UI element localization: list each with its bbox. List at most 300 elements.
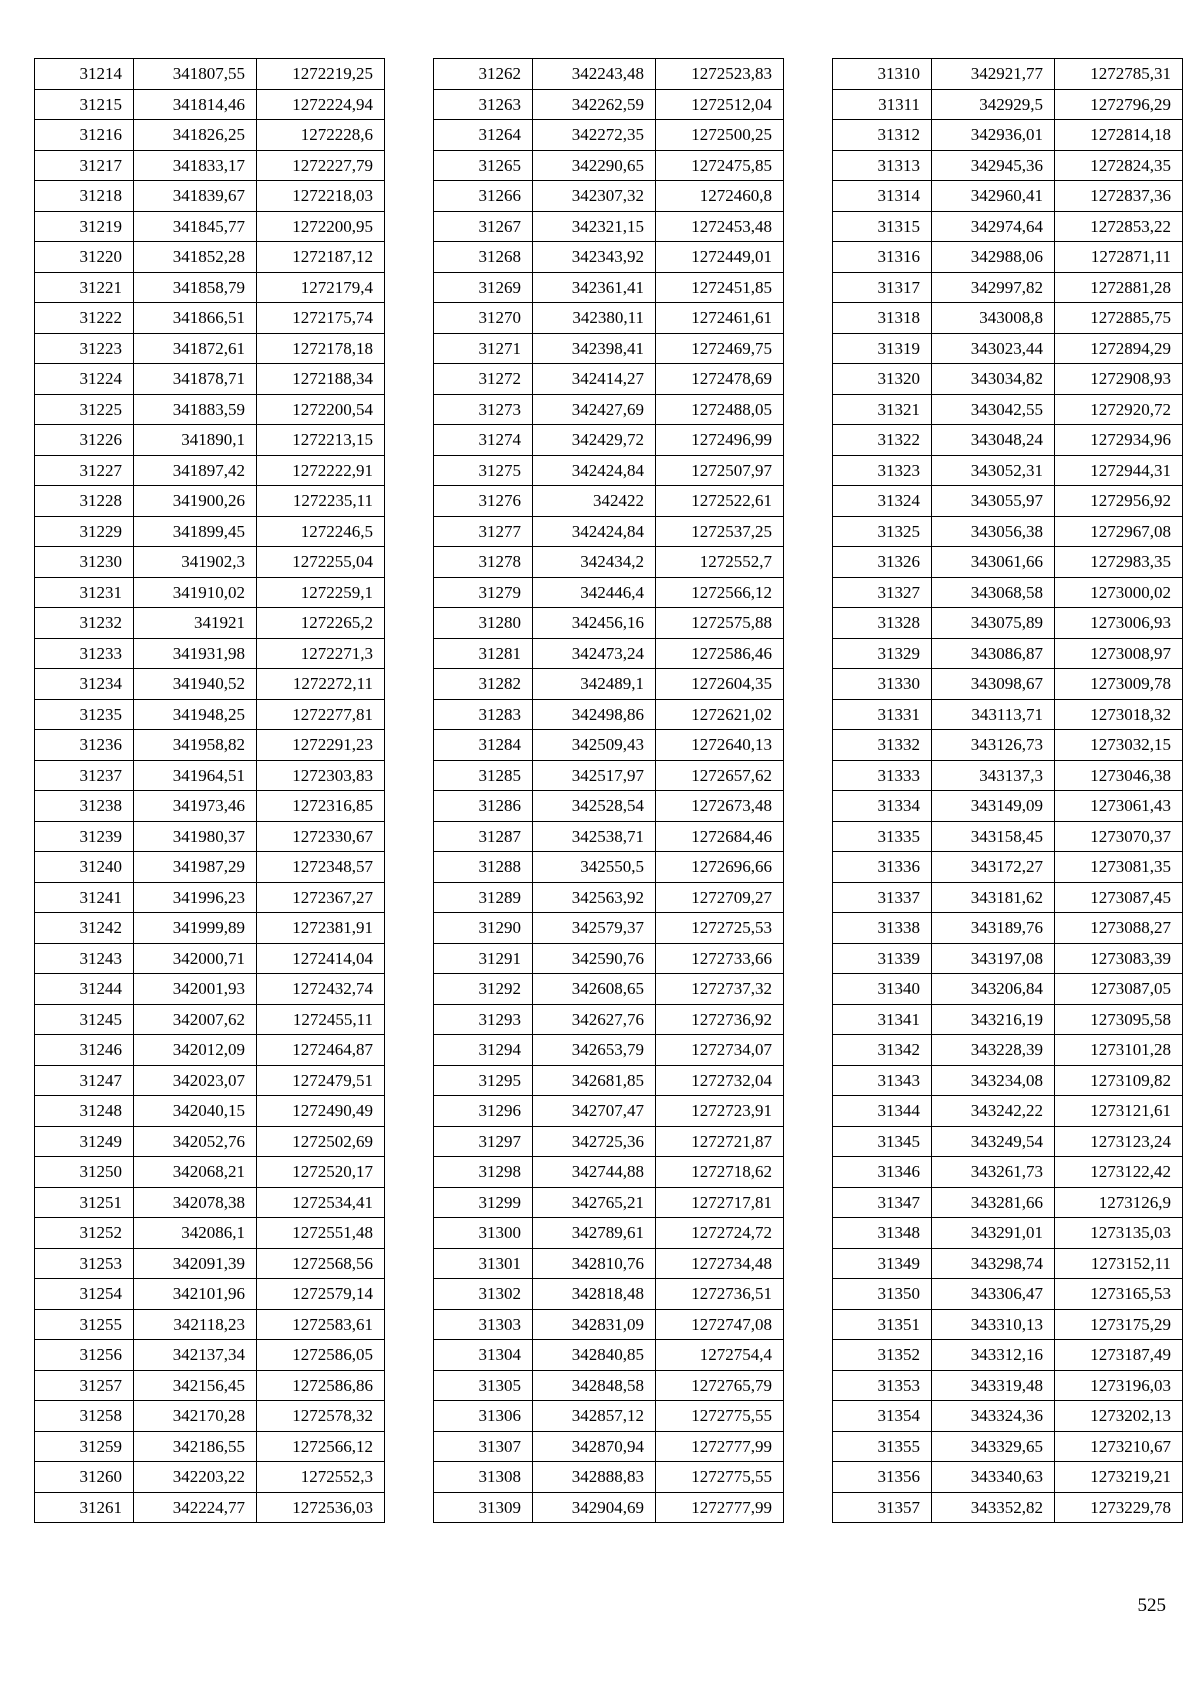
table-row (434, 333, 784, 364)
point-id-cell: 31354 (833, 1401, 932, 1432)
point-id-cell: 31229 (35, 516, 134, 547)
y-coordinate-cell: 1273018,32 (1055, 699, 1183, 730)
table-row (35, 882, 385, 913)
x-coordinate-cell: 342170,28 (134, 1401, 257, 1432)
table-row (35, 1279, 385, 1310)
table-row (434, 608, 784, 639)
x-coordinate-cell: 342945,36 (932, 150, 1055, 181)
point-id-cell: 31335 (833, 821, 932, 852)
table-row (35, 1157, 385, 1188)
x-coordinate-cell: 342870,94 (533, 1431, 656, 1462)
x-coordinate-cell: 343319,48 (932, 1370, 1055, 1401)
x-coordinate-cell: 342272,35 (533, 120, 656, 151)
table-row (35, 1126, 385, 1157)
y-coordinate-cell: 1272775,55 (656, 1462, 784, 1493)
y-coordinate-cell: 1272566,12 (656, 577, 784, 608)
y-coordinate-cell: 1272579,14 (257, 1279, 385, 1310)
point-id-cell: 31250 (35, 1157, 134, 1188)
y-coordinate-cell: 1272227,79 (257, 150, 385, 181)
x-coordinate-cell: 343189,76 (932, 913, 1055, 944)
y-coordinate-cell: 1272657,62 (656, 760, 784, 791)
point-id-cell: 31275 (434, 455, 533, 486)
table-row (833, 394, 1183, 425)
point-id-cell: 31246 (35, 1035, 134, 1066)
table-row (833, 242, 1183, 273)
table-row (35, 242, 385, 273)
y-coordinate-cell: 1273006,93 (1055, 608, 1183, 639)
table-row (434, 974, 784, 1005)
table-row (35, 669, 385, 700)
y-coordinate-cell: 1272502,69 (257, 1126, 385, 1157)
y-coordinate-cell: 1273175,29 (1055, 1309, 1183, 1340)
table-row (833, 1431, 1183, 1462)
x-coordinate-cell: 342427,69 (533, 394, 656, 425)
point-id-cell: 31249 (35, 1126, 134, 1157)
table-row (833, 1492, 1183, 1523)
point-id-cell: 31326 (833, 547, 932, 578)
table-row (434, 882, 784, 913)
table-row (833, 1035, 1183, 1066)
x-coordinate-cell: 342203,22 (134, 1462, 257, 1493)
x-coordinate-cell: 342960,41 (932, 181, 1055, 212)
point-id-cell: 31321 (833, 394, 932, 425)
y-coordinate-cell: 1272983,35 (1055, 547, 1183, 578)
y-coordinate-cell: 1272724,72 (656, 1218, 784, 1249)
point-id-cell: 31311 (833, 89, 932, 120)
y-coordinate-cell: 1272621,02 (656, 699, 784, 730)
point-id-cell: 31251 (35, 1187, 134, 1218)
y-coordinate-cell: 1273135,03 (1055, 1218, 1183, 1249)
x-coordinate-cell: 342921,77 (932, 59, 1055, 90)
x-coordinate-cell: 343261,73 (932, 1157, 1055, 1188)
table-row (434, 577, 784, 608)
point-id-cell: 31284 (434, 730, 533, 761)
table-row (833, 516, 1183, 547)
y-coordinate-cell: 1272754,4 (656, 1340, 784, 1371)
point-id-cell: 31232 (35, 608, 134, 639)
point-id-cell: 31221 (35, 272, 134, 303)
x-coordinate-cell: 341866,51 (134, 303, 257, 334)
table-row (35, 120, 385, 151)
point-id-cell: 31350 (833, 1279, 932, 1310)
table-row (35, 638, 385, 669)
point-id-cell: 31274 (434, 425, 533, 456)
x-coordinate-cell: 341931,98 (134, 638, 257, 669)
table-row (434, 1248, 784, 1279)
x-coordinate-cell: 343291,01 (932, 1218, 1055, 1249)
table-row (833, 791, 1183, 822)
x-coordinate-cell: 342321,15 (533, 211, 656, 242)
x-coordinate-cell: 342078,38 (134, 1187, 257, 1218)
point-id-cell: 31263 (434, 89, 533, 120)
x-coordinate-cell: 342997,82 (932, 272, 1055, 303)
table-row (35, 1492, 385, 1523)
y-coordinate-cell: 1272673,48 (656, 791, 784, 822)
y-coordinate-cell: 1272303,83 (257, 760, 385, 791)
x-coordinate-cell: 342343,92 (533, 242, 656, 273)
x-coordinate-cell: 341948,25 (134, 699, 257, 730)
y-coordinate-cell: 1272228,6 (257, 120, 385, 151)
x-coordinate-cell: 341839,67 (134, 181, 257, 212)
y-coordinate-cell: 1273032,15 (1055, 730, 1183, 761)
y-coordinate-cell: 1272479,51 (257, 1065, 385, 1096)
y-coordinate-cell: 1272259,1 (257, 577, 385, 608)
point-id-cell: 31244 (35, 974, 134, 1005)
point-id-cell: 31280 (434, 608, 533, 639)
y-coordinate-cell: 1272967,08 (1055, 516, 1183, 547)
point-id-cell: 31225 (35, 394, 134, 425)
point-id-cell: 31277 (434, 516, 533, 547)
table-row (434, 699, 784, 730)
table-row (434, 943, 784, 974)
table-row (833, 89, 1183, 120)
point-id-cell: 31255 (35, 1309, 134, 1340)
y-coordinate-cell: 1272490,49 (257, 1096, 385, 1127)
y-coordinate-cell: 1272265,2 (257, 608, 385, 639)
point-id-cell: 31233 (35, 638, 134, 669)
y-coordinate-cell: 1272255,04 (257, 547, 385, 578)
table-row (35, 974, 385, 1005)
x-coordinate-cell: 343216,19 (932, 1004, 1055, 1035)
point-id-cell: 31266 (434, 181, 533, 212)
y-coordinate-cell: 1272684,46 (656, 821, 784, 852)
x-coordinate-cell: 343352,82 (932, 1492, 1055, 1523)
point-id-cell: 31271 (434, 333, 533, 364)
y-coordinate-cell: 1272507,97 (656, 455, 784, 486)
x-coordinate-cell: 343228,39 (932, 1035, 1055, 1066)
y-coordinate-cell: 1273101,28 (1055, 1035, 1183, 1066)
x-coordinate-cell: 341872,61 (134, 333, 257, 364)
point-id-cell: 31352 (833, 1340, 932, 1371)
table-row (833, 211, 1183, 242)
point-id-cell: 31222 (35, 303, 134, 334)
x-coordinate-cell: 342681,85 (533, 1065, 656, 1096)
point-id-cell: 31292 (434, 974, 533, 1005)
x-coordinate-cell: 342538,71 (533, 821, 656, 852)
point-id-cell: 31226 (35, 425, 134, 456)
point-id-cell: 31294 (434, 1035, 533, 1066)
y-coordinate-cell: 1272578,32 (257, 1401, 385, 1432)
x-coordinate-cell: 341996,23 (134, 882, 257, 913)
table-row (35, 1309, 385, 1340)
y-coordinate-cell: 1272175,74 (257, 303, 385, 334)
x-coordinate-cell: 342831,09 (533, 1309, 656, 1340)
y-coordinate-cell: 1272271,3 (257, 638, 385, 669)
x-coordinate-cell: 342186,55 (134, 1431, 257, 1462)
y-coordinate-cell: 1272583,61 (257, 1309, 385, 1340)
table-row (35, 303, 385, 334)
y-coordinate-cell: 1272552,3 (257, 1462, 385, 1493)
y-coordinate-cell: 1272920,72 (1055, 394, 1183, 425)
y-coordinate-cell: 1273210,67 (1055, 1431, 1183, 1462)
y-coordinate-cell: 1272451,85 (656, 272, 784, 303)
x-coordinate-cell: 343324,36 (932, 1401, 1055, 1432)
point-id-cell: 31223 (35, 333, 134, 364)
table-row (35, 608, 385, 639)
y-coordinate-cell: 1272213,15 (257, 425, 385, 456)
point-id-cell: 31306 (434, 1401, 533, 1432)
x-coordinate-cell: 343298,74 (932, 1248, 1055, 1279)
y-coordinate-cell: 1272894,29 (1055, 333, 1183, 364)
y-coordinate-cell: 1272814,18 (1055, 120, 1183, 151)
y-coordinate-cell: 1272718,62 (656, 1157, 784, 1188)
y-coordinate-cell: 1273081,35 (1055, 852, 1183, 883)
table-row (434, 821, 784, 852)
y-coordinate-cell: 1273088,27 (1055, 913, 1183, 944)
x-coordinate-cell: 342052,76 (134, 1126, 257, 1157)
point-id-cell: 31357 (833, 1492, 932, 1523)
point-id-cell: 31273 (434, 394, 533, 425)
y-coordinate-cell: 1272449,01 (656, 242, 784, 273)
table-row (35, 364, 385, 395)
y-coordinate-cell: 1272522,61 (656, 486, 784, 517)
table-row (35, 425, 385, 456)
x-coordinate-cell: 341826,25 (134, 120, 257, 151)
x-coordinate-cell: 341940,52 (134, 669, 257, 700)
point-id-cell: 31215 (35, 89, 134, 120)
y-coordinate-cell: 1272837,36 (1055, 181, 1183, 212)
x-coordinate-cell: 343312,16 (932, 1340, 1055, 1371)
point-id-cell: 31300 (434, 1218, 533, 1249)
y-coordinate-cell: 1272725,53 (656, 913, 784, 944)
point-id-cell: 31268 (434, 242, 533, 273)
x-coordinate-cell: 341833,17 (134, 150, 257, 181)
point-id-cell: 31269 (434, 272, 533, 303)
x-coordinate-cell: 342446,4 (533, 577, 656, 608)
table-row (833, 1187, 1183, 1218)
x-coordinate-cell: 342653,79 (533, 1035, 656, 1066)
table-row (833, 1126, 1183, 1157)
table-row (35, 211, 385, 242)
table-row (833, 760, 1183, 791)
table-row (833, 181, 1183, 212)
x-coordinate-cell: 343306,47 (932, 1279, 1055, 1310)
point-id-cell: 31318 (833, 303, 932, 334)
table-row (434, 913, 784, 944)
x-coordinate-cell: 343158,45 (932, 821, 1055, 852)
table-row (434, 1492, 784, 1523)
x-coordinate-cell: 342243,48 (533, 59, 656, 90)
table-row (833, 333, 1183, 364)
table-row (434, 760, 784, 791)
x-coordinate-cell: 342000,71 (134, 943, 257, 974)
x-coordinate-cell: 342424,84 (533, 516, 656, 547)
point-id-cell: 31219 (35, 211, 134, 242)
y-coordinate-cell: 1272414,04 (257, 943, 385, 974)
point-id-cell: 31285 (434, 760, 533, 791)
x-coordinate-cell: 342422 (533, 486, 656, 517)
table-row (833, 425, 1183, 456)
table-row (35, 1462, 385, 1493)
point-id-cell: 31256 (35, 1340, 134, 1371)
x-coordinate-cell: 342156,45 (134, 1370, 257, 1401)
x-coordinate-cell: 342380,11 (533, 303, 656, 334)
table-row (35, 943, 385, 974)
table-row (833, 1218, 1183, 1249)
y-coordinate-cell: 1272222,91 (257, 455, 385, 486)
x-coordinate-cell: 342528,54 (533, 791, 656, 822)
point-id-cell: 31320 (833, 364, 932, 395)
x-coordinate-cell: 341964,51 (134, 760, 257, 791)
x-coordinate-cell: 342068,21 (134, 1157, 257, 1188)
x-coordinate-cell: 342414,27 (533, 364, 656, 395)
x-coordinate-cell: 342023,07 (134, 1065, 257, 1096)
point-id-cell: 31276 (434, 486, 533, 517)
table-row (35, 394, 385, 425)
x-coordinate-cell: 342517,97 (533, 760, 656, 791)
table-row (434, 1431, 784, 1462)
x-coordinate-cell: 342789,61 (533, 1218, 656, 1249)
y-coordinate-cell: 1273126,9 (1055, 1187, 1183, 1218)
table-row (833, 1279, 1183, 1310)
y-coordinate-cell: 1272566,12 (257, 1431, 385, 1462)
table-row (35, 1096, 385, 1127)
y-coordinate-cell: 1272723,91 (656, 1096, 784, 1127)
y-coordinate-cell: 1272604,35 (656, 669, 784, 700)
point-id-cell: 31237 (35, 760, 134, 791)
x-coordinate-cell: 343113,71 (932, 699, 1055, 730)
y-coordinate-cell: 1272640,13 (656, 730, 784, 761)
point-id-cell: 31279 (434, 577, 533, 608)
y-coordinate-cell: 1272871,11 (1055, 242, 1183, 273)
table-row (35, 699, 385, 730)
x-coordinate-cell: 341897,42 (134, 455, 257, 486)
point-id-cell: 31227 (35, 455, 134, 486)
y-coordinate-cell: 1272496,99 (656, 425, 784, 456)
y-coordinate-cell: 1272775,55 (656, 1401, 784, 1432)
point-id-cell: 31231 (35, 577, 134, 608)
table-row (35, 1218, 385, 1249)
table-row (434, 1035, 784, 1066)
point-id-cell: 31323 (833, 455, 932, 486)
y-coordinate-cell: 1272908,93 (1055, 364, 1183, 395)
point-id-cell: 31325 (833, 516, 932, 547)
y-coordinate-cell: 1272453,48 (656, 211, 784, 242)
x-coordinate-cell: 341878,71 (134, 364, 257, 395)
point-id-cell: 31258 (35, 1401, 134, 1432)
y-coordinate-cell: 1272747,08 (656, 1309, 784, 1340)
x-coordinate-cell: 342101,96 (134, 1279, 257, 1310)
point-id-cell: 31351 (833, 1309, 932, 1340)
table-row (434, 669, 784, 700)
table-row (35, 913, 385, 944)
y-coordinate-cell: 1272475,85 (656, 150, 784, 181)
x-coordinate-cell: 342473,24 (533, 638, 656, 669)
point-id-cell: 31340 (833, 974, 932, 1005)
y-coordinate-cell: 1272785,31 (1055, 59, 1183, 90)
x-coordinate-cell: 343075,89 (932, 608, 1055, 639)
y-coordinate-cell: 1273122,42 (1055, 1157, 1183, 1188)
y-coordinate-cell: 1272460,8 (656, 181, 784, 212)
point-id-cell: 31322 (833, 425, 932, 456)
table-row (833, 577, 1183, 608)
table-row (434, 1309, 784, 1340)
x-coordinate-cell: 342040,15 (134, 1096, 257, 1127)
point-id-cell: 31329 (833, 638, 932, 669)
y-coordinate-cell: 1272575,88 (656, 608, 784, 639)
table-row (833, 120, 1183, 151)
table-row (434, 303, 784, 334)
x-coordinate-cell: 342627,76 (533, 1004, 656, 1035)
x-coordinate-cell: 343042,55 (932, 394, 1055, 425)
y-coordinate-cell: 1272934,96 (1055, 425, 1183, 456)
point-id-cell: 31344 (833, 1096, 932, 1127)
table-row (434, 120, 784, 151)
point-id-cell: 31346 (833, 1157, 932, 1188)
table-row (35, 1401, 385, 1432)
x-coordinate-cell: 342765,21 (533, 1187, 656, 1218)
point-id-cell: 31308 (434, 1462, 533, 1493)
y-coordinate-cell: 1272432,74 (257, 974, 385, 1005)
point-id-cell: 31355 (833, 1431, 932, 1462)
x-coordinate-cell: 343172,27 (932, 852, 1055, 883)
point-id-cell: 31333 (833, 760, 932, 791)
y-coordinate-cell: 1272291,23 (257, 730, 385, 761)
y-coordinate-cell: 1273009,78 (1055, 669, 1183, 700)
x-coordinate-cell: 342137,34 (134, 1340, 257, 1371)
y-coordinate-cell: 1272732,04 (656, 1065, 784, 1096)
y-coordinate-cell: 1272765,79 (656, 1370, 784, 1401)
x-coordinate-cell: 341999,89 (134, 913, 257, 944)
point-id-cell: 31330 (833, 669, 932, 700)
x-coordinate-cell: 342904,69 (533, 1492, 656, 1523)
point-id-cell: 31309 (434, 1492, 533, 1523)
point-id-cell: 31317 (833, 272, 932, 303)
x-coordinate-cell: 343137,3 (932, 760, 1055, 791)
y-coordinate-cell: 1273087,05 (1055, 974, 1183, 1005)
point-id-cell: 31230 (35, 547, 134, 578)
table-row (434, 89, 784, 120)
x-coordinate-cell: 342262,59 (533, 89, 656, 120)
x-coordinate-cell: 342988,06 (932, 242, 1055, 273)
table-row (35, 1248, 385, 1279)
x-coordinate-cell: 341899,45 (134, 516, 257, 547)
table-row (434, 547, 784, 578)
x-coordinate-cell: 341900,26 (134, 486, 257, 517)
point-id-cell: 31301 (434, 1248, 533, 1279)
point-id-cell: 31353 (833, 1370, 932, 1401)
point-id-cell: 31283 (434, 699, 533, 730)
x-coordinate-cell: 342563,92 (533, 882, 656, 913)
coordinate-table-1 (34, 58, 385, 1523)
y-coordinate-cell: 1272721,87 (656, 1126, 784, 1157)
table-row (833, 1309, 1183, 1340)
table-row (35, 181, 385, 212)
y-coordinate-cell: 1272188,34 (257, 364, 385, 395)
x-coordinate-cell: 342361,41 (533, 272, 656, 303)
x-coordinate-cell: 341987,29 (134, 852, 257, 883)
x-coordinate-cell: 342434,2 (533, 547, 656, 578)
y-coordinate-cell: 1272224,94 (257, 89, 385, 120)
y-coordinate-cell: 1272733,66 (656, 943, 784, 974)
y-coordinate-cell: 1272367,27 (257, 882, 385, 913)
point-id-cell: 31260 (35, 1462, 134, 1493)
y-coordinate-cell: 1273165,53 (1055, 1279, 1183, 1310)
table-row (833, 943, 1183, 974)
table-row (434, 1187, 784, 1218)
table-row (833, 608, 1183, 639)
point-id-cell: 31216 (35, 120, 134, 151)
point-id-cell: 31243 (35, 943, 134, 974)
point-id-cell: 31272 (434, 364, 533, 395)
table-row (434, 638, 784, 669)
table-row (35, 1065, 385, 1096)
y-coordinate-cell: 1272200,54 (257, 394, 385, 425)
x-coordinate-cell: 343086,87 (932, 638, 1055, 669)
table-row (833, 638, 1183, 669)
point-id-cell: 31262 (434, 59, 533, 90)
x-coordinate-cell: 343056,38 (932, 516, 1055, 547)
